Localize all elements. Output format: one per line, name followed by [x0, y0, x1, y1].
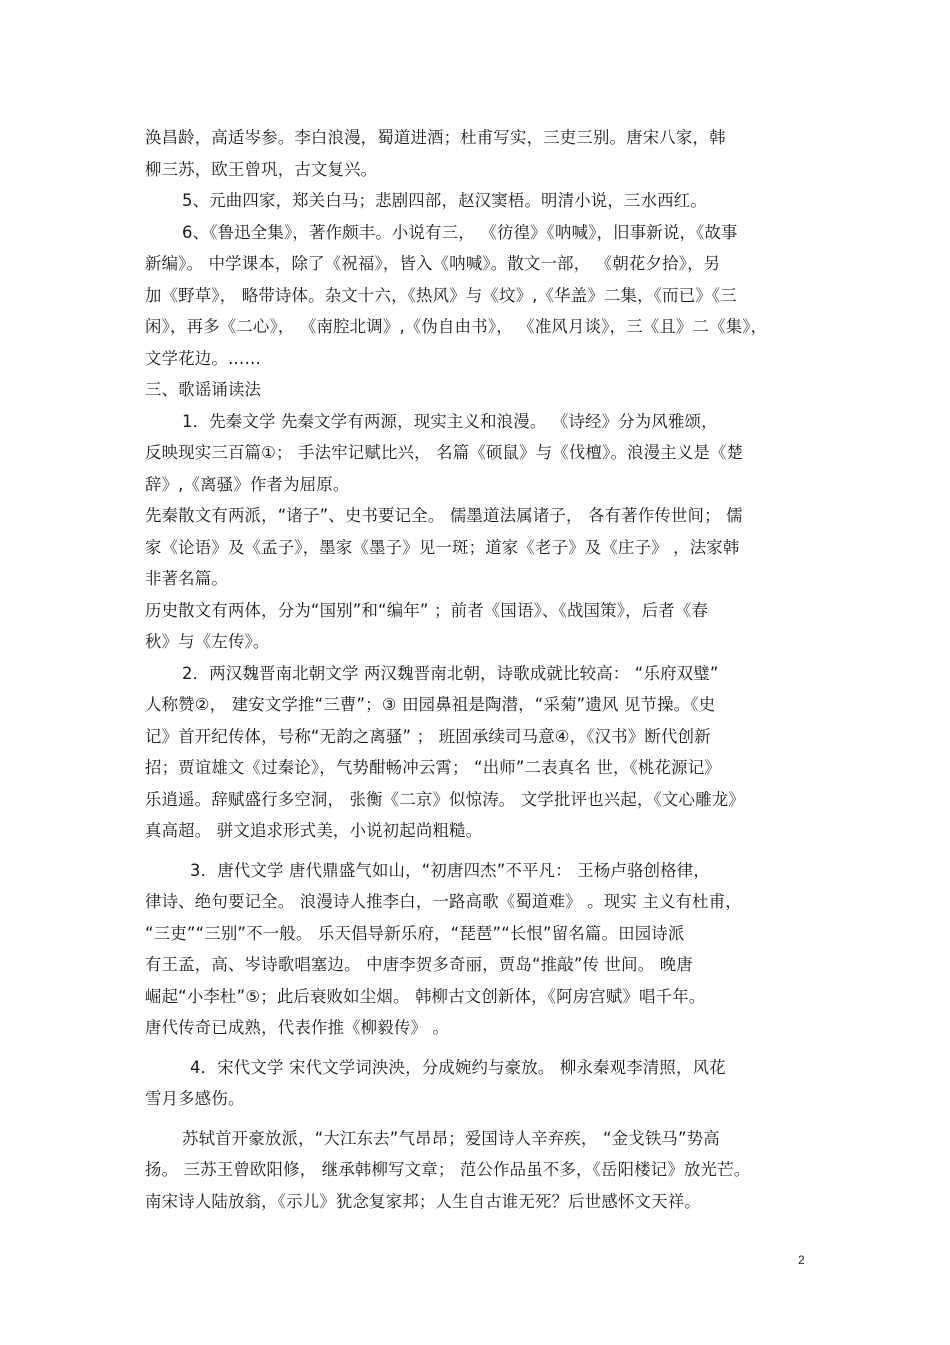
document-body [145, 122, 810, 1217]
text-line: 扬。 三苏王曾欧阳修， 继承韩柳写文章； 范公作品虽不多，《岳阳楼记》放光芒。 [145, 1160, 751, 1179]
text-line: 律诗、绝句要记全。 浪漫诗人推李白，一路高歌《蜀道难》 。现实 主义有杜甫， [145, 892, 742, 911]
text-line: 历史散文有两体，分为“国别”和“编年” ；前者《国语》、《战国策》，后者《春 [145, 600, 709, 620]
text-line: 崛起“小李杜”⑤；此后衰败如尘烟。 韩柳古文创新体，《阿房宫赋》唱千年。 [145, 986, 706, 1006]
text-line: 有王孟，高、岑诗歌唱塞边。 中唐李贺多奇丽，贾岛“推敲”传 世间。 晚唐 [145, 955, 693, 974]
text-line: 南宋诗人陆放翁，《示儿》犹念复家邦；人生自古谁无死？后世感怀文天祥。 [145, 1191, 701, 1211]
text-line: 记》首开纪传体，号称“无韵之离骚” ； 班固承续司马意④，《汉书》断代创新 [145, 726, 711, 746]
text-line: 反映现实三百篇①； 手法牢记赋比兴， 名篇《硕鼠》与《伐檀》。浪漫主义是《楚 [145, 443, 744, 462]
text-line: 真高超。 骈文追求形式美，小说初起尚粗糙。 [145, 821, 483, 840]
text-line: 招；贾谊雄文《过秦论》，气势酣畅冲云霄； “出师”二表真名 世，《桃花源记》 [145, 758, 721, 777]
text-line: 涣昌龄，高适岑参。李白浪漫，蜀道进酒；杜甫写实，三吏三别。唐宋八家，韩 [145, 128, 726, 147]
text-line: 新编》。 中学课本，除了《祝福》，皆入《呐喊》。散文一部， 《朝花夕拾》，另 [145, 254, 721, 273]
text-line: 文学花边。…… [145, 348, 262, 368]
text-line: 柳三苏，欧王曾巩，古文复兴。 [145, 159, 378, 179]
text-line: “三吏”“三别”不一般。 乐天倡导新乐府，“琵琶”“长恨”留名篇。田园诗派 [145, 923, 685, 943]
text-line: 乐逍遥。辞赋盛行多空洞， 张衡《二京》似惊涛。 文学批评也兴起，《文心雕龙》 [145, 789, 745, 809]
text-line: 苏轼首开豪放派，“大江东去”气昂昂；爱国诗人辛弃疾， “金戈铁马”势高 [182, 1128, 720, 1148]
text-line: 3．唐代文学 唐代鼎盛气如山，“初唐四杰”不平凡： 王杨卢骆创格律， [190, 860, 710, 880]
text-line: 雪月多感伤。 [145, 1089, 245, 1108]
text-line: 1．先秦文学 先秦文学有两源，现实主义和浪漫。 《诗经》分为风雅颂， [182, 411, 718, 431]
text-line: 6、《鲁迅全集》，著作颇丰。小说有三， 《彷徨》《呐喊》，旧事新说，《故事 [182, 222, 738, 242]
text-line: 秋》与《左传》。 [145, 632, 270, 651]
text-line: 4．宋代文学 宋代文学词泱泱，分成婉约与豪放。 柳永秦观李清照，风花 [190, 1057, 726, 1077]
text-line: 加《野草》， 略带诗体。杂文十六，《热风》与《坟》,《华盖》二集，《而已》《三 [145, 285, 737, 305]
text-line: 非著名篇。 [145, 569, 228, 588]
page-number: 2 [798, 1253, 805, 1267]
section-heading: 三、歌谣诵读法 [145, 380, 262, 399]
text-line: 2．两汉魏晋南北朝文学 两汉魏晋南北朝，诗歌成就比较高： “乐府双璧” [182, 663, 719, 683]
text-line: 闲》，再多《二心》， 《南腔北调》,《伪自由书》， 《准风月谈》，三《且》二《集》， [145, 317, 768, 336]
text-line: 5、元曲四家，郑关白马；悲剧四部，赵汉窦梧。明清小说，三水西红。 [182, 191, 707, 210]
text-line: 人称赞②， 建安文学推“三曹”；③ 田园鼻祖是陶潜，“采菊”遗风 见节操。《史 [145, 695, 716, 714]
text-line: 家《论语》及《孟子》，墨家《墨子》见一斑；道家《老子》及《庄子》 ，法家韩 [145, 537, 740, 557]
text-line: 唐代传奇已成熟，代表作推《柳毅传》 。 [145, 1018, 450, 1037]
text-line: 先秦散文有两派，“诸子”、史书要记全。 儒墨道法属诸子， 各有著作传世间； 儒 [145, 506, 743, 525]
text-line: 辞》,《离骚》作者为屈原。 [145, 474, 350, 494]
